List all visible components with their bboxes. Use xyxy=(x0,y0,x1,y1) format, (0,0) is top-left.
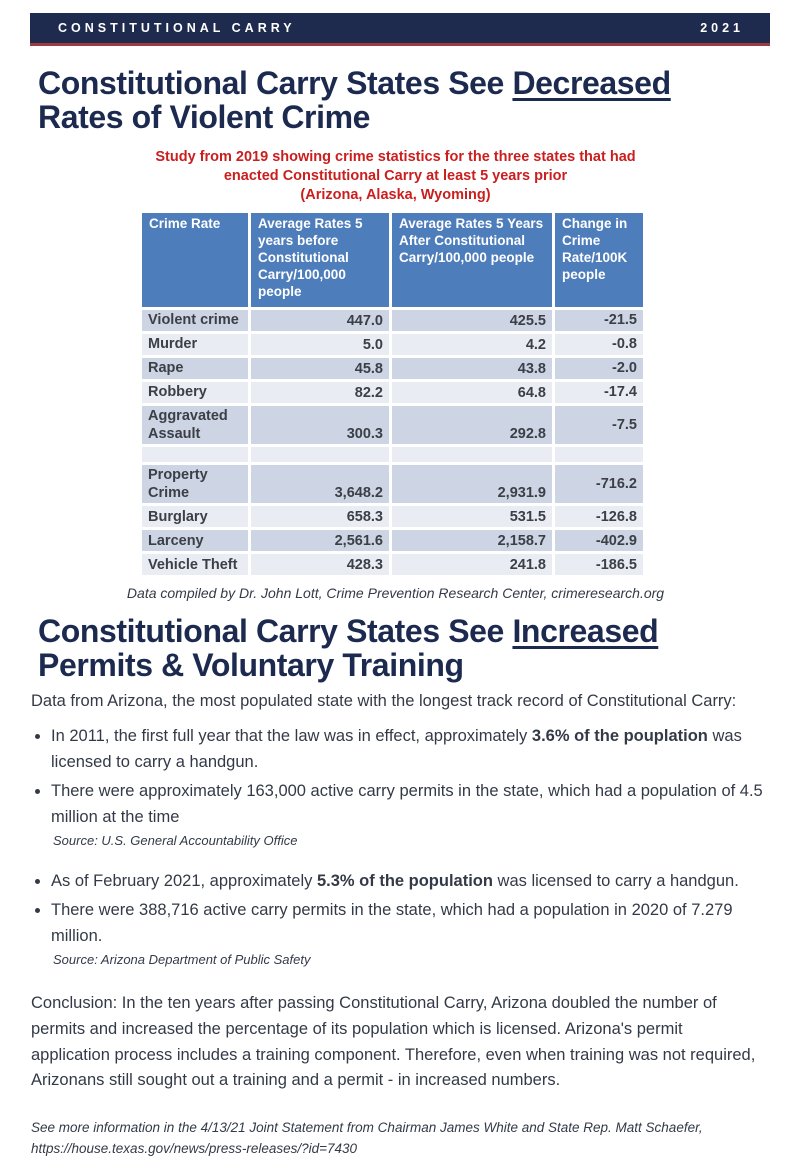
row-after: 43.8 xyxy=(392,358,552,379)
bullet-2021-permits: • There were 388,716 active carry permits in the state, which had a population in 2020 of 7.279 million. xyxy=(51,897,767,949)
table-row xyxy=(142,506,643,527)
bullet-list-2011 xyxy=(0,723,767,830)
study-subtitle-line2: enacted Constitutional Carry at least 5 years prior xyxy=(223,167,568,184)
row-change: -7.5 xyxy=(555,406,643,444)
row-before: 2,561.6 xyxy=(251,530,389,551)
table-header-row xyxy=(142,213,643,306)
row-before: 5.0 xyxy=(251,334,389,355)
row-change: -126.8 xyxy=(555,506,643,527)
crime-rate-table xyxy=(139,210,646,578)
footnote-line1: See more information in the 4/13/21 Joint Statement from Chairman James White and State Rep. Matt Schaefer, xyxy=(31,1119,703,1135)
col-header-crime-rate: Crime Rate xyxy=(142,213,248,306)
table-row xyxy=(142,310,643,331)
bullet-2011-licensed: • In 2011, the first full year that the law was in effect, approximately 3.6% of the pouplation was licensed to carry a handgun. xyxy=(51,723,767,775)
row-before: 658.3 xyxy=(251,506,389,527)
study-subtitle xyxy=(0,148,791,205)
row-label: Aggravated Assault xyxy=(142,406,248,444)
row-label: Violent crime xyxy=(142,310,248,331)
table-source-caption: Data compiled by Dr. John Lott, Crime Prevention Research Center, crimeresearch.org xyxy=(126,585,665,602)
row-label: Vehicle Theft xyxy=(142,554,248,575)
row-after: 292.8 xyxy=(392,406,552,444)
row-label: Rape xyxy=(142,358,248,379)
row-before: 82.2 xyxy=(251,382,389,403)
section2-title-line2: Permits & Voluntary Training xyxy=(38,647,464,684)
section1-title-line2: Rates of Violent Crime xyxy=(38,98,371,135)
arizona-lead-paragraph: Data from Arizona, the most populated state with the longest track record of Constitutional Carry: xyxy=(31,692,737,711)
table-row-blank xyxy=(142,447,643,462)
row-change: -716.2 xyxy=(555,465,643,503)
section2-title-pre: Constitutional Carry States See xyxy=(38,613,513,650)
row-before: 300.3 xyxy=(251,406,389,444)
row-before: 428.3 xyxy=(251,554,389,575)
source-gao: Source: U.S. General Accountability Office xyxy=(53,833,298,849)
table-row xyxy=(142,554,643,575)
top-banner xyxy=(30,13,770,46)
row-change: -402.9 xyxy=(555,530,643,551)
row-before: 447.0 xyxy=(251,310,389,331)
col-header-before: Average Rates 5 years before Constitutional Carry/100,000 people xyxy=(251,213,389,306)
row-before: 3,648.2 xyxy=(251,465,389,503)
row-change: -2.0 xyxy=(555,358,643,379)
section2-title-underlined: Increased xyxy=(512,613,659,650)
section2-title xyxy=(38,615,763,683)
source-azdps: Source: Arizona Department of Public Safety xyxy=(53,952,311,968)
row-label: Property Crime xyxy=(142,465,248,503)
table-row xyxy=(142,358,643,379)
row-change: -0.8 xyxy=(555,334,643,355)
row-change: -186.5 xyxy=(555,554,643,575)
banner-title: CONSTITUTIONAL CARRY xyxy=(58,21,296,35)
table-row xyxy=(142,465,643,503)
bullet-2011-permits: • There were approximately 163,000 active carry permits in the state, which had a population of 4.5 million at the time xyxy=(51,778,767,830)
table-row xyxy=(142,530,643,551)
row-label: Robbery xyxy=(142,382,248,403)
banner-year: 2021 xyxy=(700,21,744,35)
row-label: Murder xyxy=(142,334,248,355)
section1-title xyxy=(38,67,763,135)
row-label: Larceny xyxy=(142,530,248,551)
row-after: 241.8 xyxy=(392,554,552,575)
table-row xyxy=(142,382,643,403)
row-change: -21.5 xyxy=(555,310,643,331)
table-row xyxy=(142,406,643,444)
table-row xyxy=(142,334,643,355)
conclusion-paragraph: Conclusion: In the ten years after passing Constitutional Carry, Arizona doubled the number of permits and increased the percentage of its population which is licensed. Arizona's permit application process includes a training component. Therefore, even when training was not required, Arizonans still sought out a training and a permit - in increased numbers. xyxy=(31,994,756,1090)
col-header-change: Change in Crime Rate/100K people xyxy=(555,213,643,306)
row-after: 425.5 xyxy=(392,310,552,331)
bullet-list-2021 xyxy=(0,868,767,949)
row-after: 4.2 xyxy=(392,334,552,355)
study-subtitle-line1: Study from 2019 showing crime statistics for the three states that had xyxy=(155,148,636,165)
row-after: 2,931.9 xyxy=(392,465,552,503)
study-subtitle-line3: (Arizona, Alaska, Wyoming) xyxy=(300,186,491,203)
footnote xyxy=(31,1117,763,1160)
section1-title-underlined: Decreased xyxy=(512,65,671,101)
row-after: 2,158.7 xyxy=(392,530,552,551)
row-after: 64.8 xyxy=(392,382,552,403)
row-label: Burglary xyxy=(142,506,248,527)
footnote-url: https://house.texas.gov/news/press-releases/?id=7430 xyxy=(31,1141,358,1157)
row-change: -17.4 xyxy=(555,382,643,403)
col-header-after: Average Rates 5 Years After Constitutional Carry/100,000 people xyxy=(392,213,552,306)
section1-title-pre: Constitutional Carry States See xyxy=(38,65,513,101)
bullet-2021-licensed: • As of February 2021, approximately 5.3% of the population was licensed to carry a handgun. xyxy=(51,868,767,894)
row-before: 45.8 xyxy=(251,358,389,379)
row-after: 531.5 xyxy=(392,506,552,527)
